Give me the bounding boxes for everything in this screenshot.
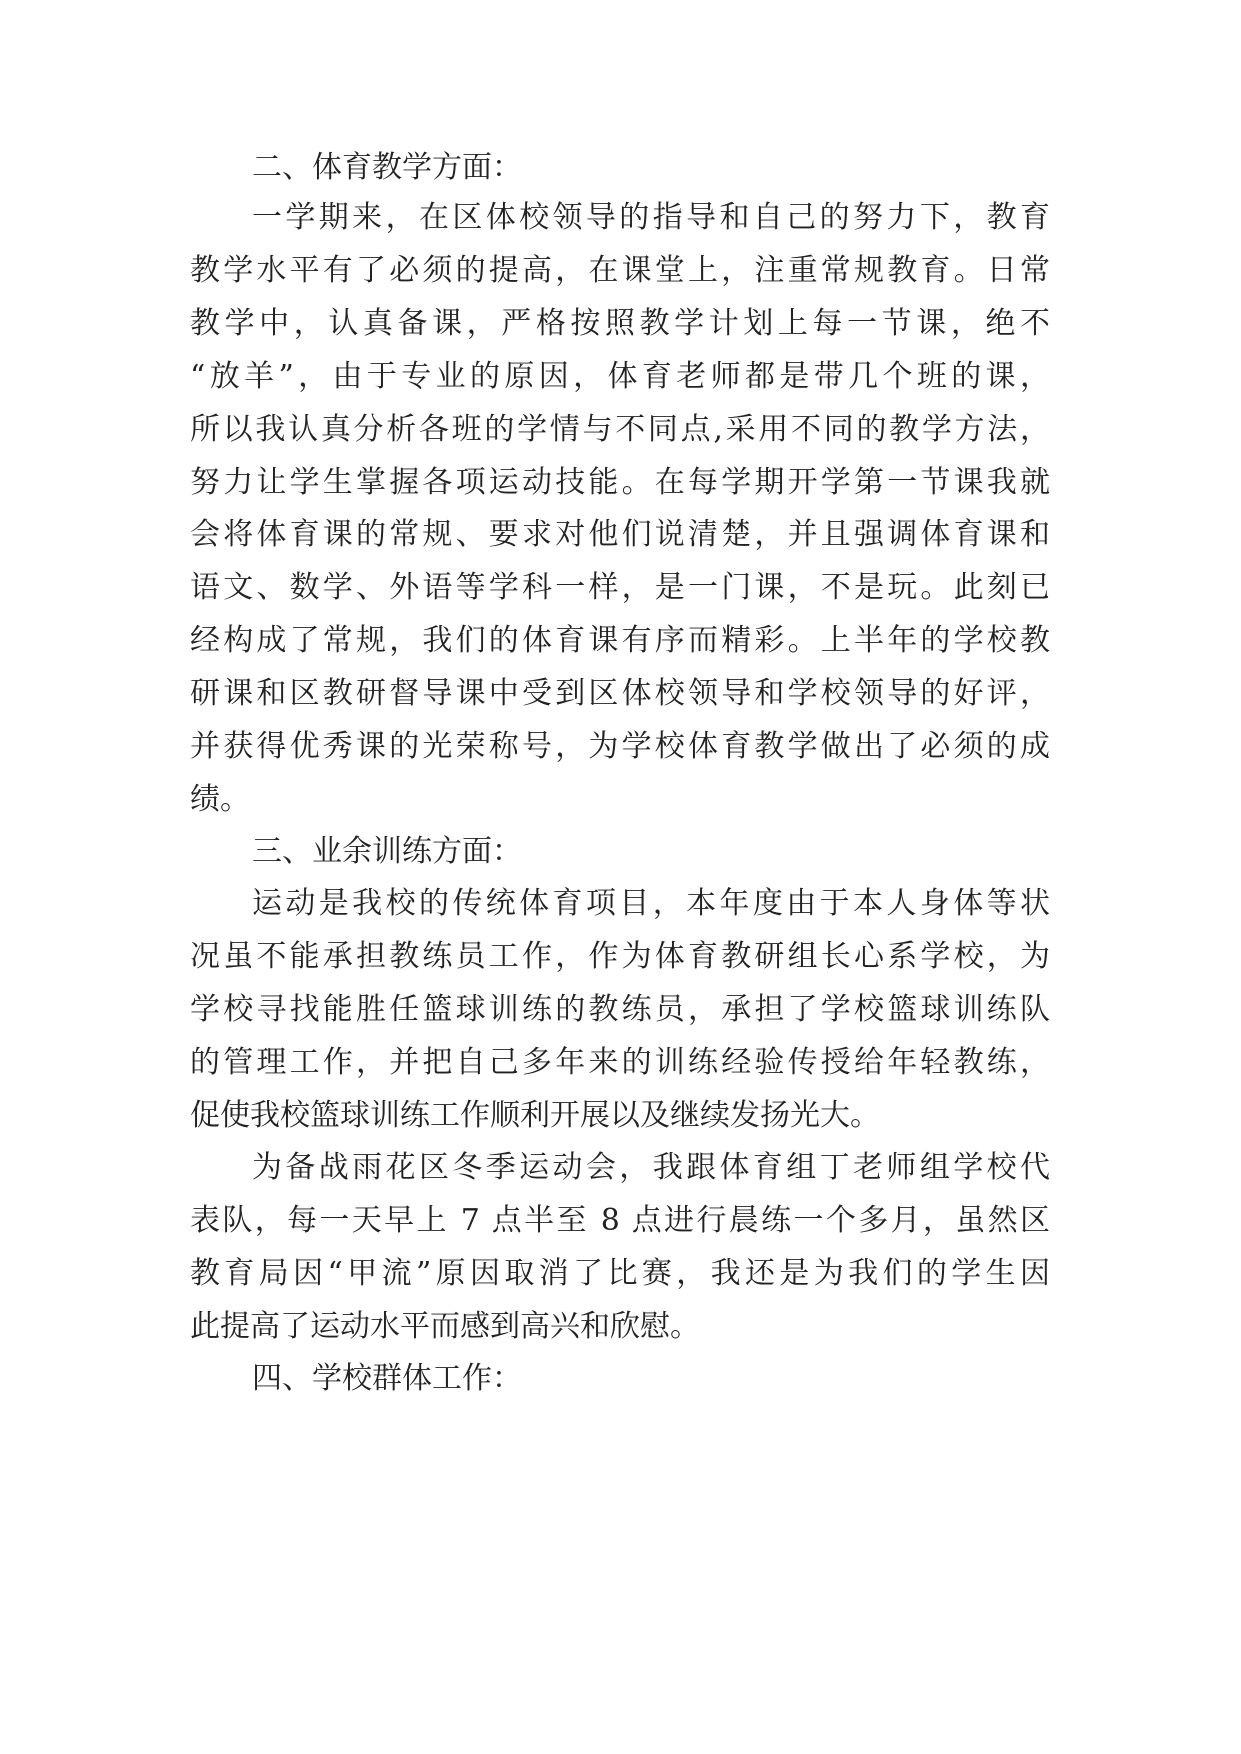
text-line: 教学中，认真备课，严格按照教学计划上每一节课，绝不 [190, 306, 1050, 341]
text-line: 教育局因“甲流”原因取消了比赛，我还是为我们的学生因 [190, 1256, 1050, 1291]
text-line: 努力让学生掌握各项运动技能。在每学期开学第一节课我就 [190, 465, 1050, 500]
text-line: 语文、数学、外语等学科一样，是一门课，不是玩。此刻已 [190, 570, 1050, 605]
text-line: 会将体育课的常规、要求对他们说清楚，并且强调体育课和 [190, 517, 1050, 552]
text-line: 的管理工作，并把自己多年来的训练经验传授给年轻教练， [190, 1045, 1050, 1080]
text-line: “放羊”，由于专业的原因，体育老师都是带几个班的课， [190, 359, 1050, 394]
text-line: 此提高了运动水平而感到高兴和欣慰。 [190, 1309, 700, 1344]
text-line: 研课和区教研督导课中受到区体校领导和学校领导的好评， [190, 676, 1050, 711]
text-line: 促使我校篮球训练工作顺利开展以及继续发扬光大。 [190, 1098, 880, 1133]
section-heading-3: 三、业余训练方面： [252, 834, 522, 869]
text-line: 并获得优秀课的光荣称号，为学校体育教学做出了必须的成 [190, 729, 1050, 764]
text-line: 运动是我校的传统体育项目，本年度由于本人身体等状 [252, 886, 1050, 921]
text-line: 教学水平有了必须的提高，在课堂上，注重常规教育。日常 [190, 253, 1050, 288]
text-line: 绩。 [190, 782, 250, 817]
text-line: 经构成了常规，我们的体育课有序而精彩。上半年的学校教 [190, 623, 1050, 658]
text-line: 表队，每一天早上 7 点半至 8 点进行晨练一个多月，虽然区 [190, 1203, 1050, 1238]
text-line: 所以我认真分析各班的学情与不同点,采用不同的教学方法， [190, 412, 1050, 447]
text-line: 况虽不能承担教练员工作，作为体育教研组长心系学校，为 [190, 939, 1050, 974]
text-line: 一学期来，在区体校领导的指导和自己的努力下，教育 [252, 200, 1050, 235]
section-heading-2: 二、体育教学方面： [252, 150, 522, 185]
section-heading-4: 四、学校群体工作： [252, 1361, 522, 1396]
text-line: 学校寻找能胜任篮球训练的教练员，承担了学校篮球训练队 [190, 992, 1050, 1027]
text-line: 为备战雨花区冬季运动会，我跟体育组丁老师组学校代 [252, 1150, 1050, 1185]
